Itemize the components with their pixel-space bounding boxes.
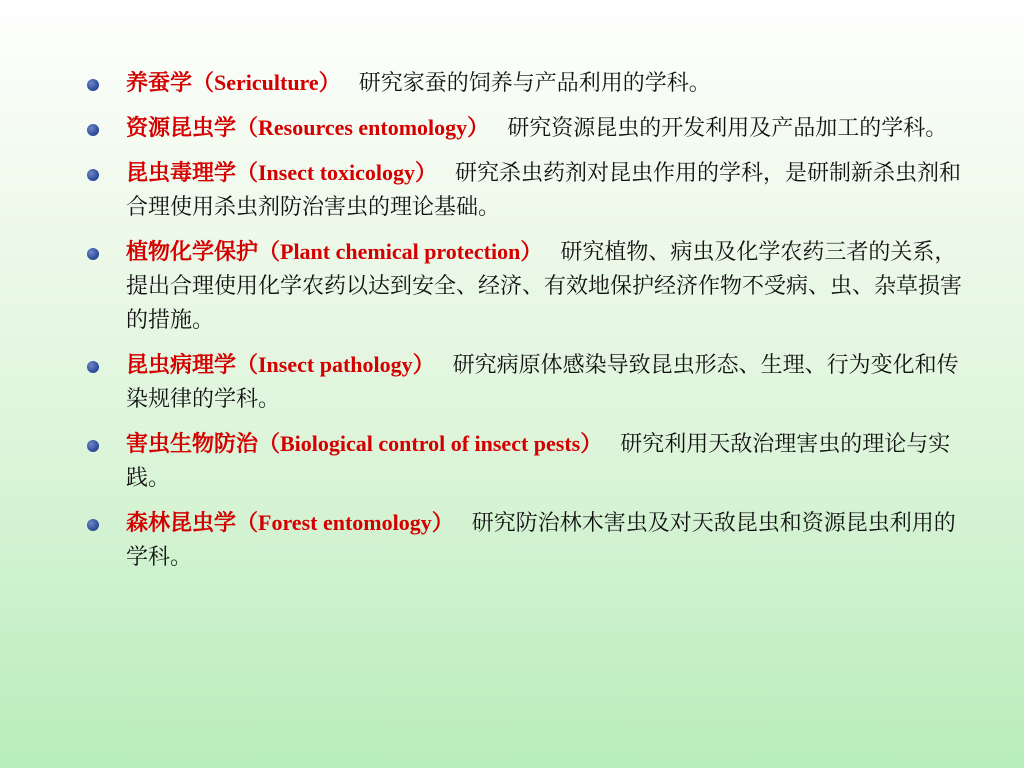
item-description: 研究利用天敌治理害虫的理论与实践。 (126, 432, 951, 491)
item-title: 昆虫病理学（Insect pathology） (126, 352, 435, 377)
item-description: 研究病原体感染导致昆虫形态、生理、行为变化和传染规律的学科。 (126, 353, 959, 412)
item-title: 森林昆虫学（Forest entomology） (126, 510, 454, 535)
list-item (86, 506, 966, 575)
item-title: 植物化学保护（Plant chemical protection） (126, 239, 543, 264)
item-description: 研究资源昆虫的开发利用及产品加工的学科。 (507, 116, 948, 141)
bullet-icon (87, 519, 99, 531)
list-item (86, 66, 966, 101)
item-title: 害虫生物防治（Biological control of insect pests） (126, 431, 603, 456)
item-title: 昆虫毒理学（Insect toxicology） (126, 160, 438, 185)
bullet-icon (87, 169, 99, 181)
item-description: 研究杀虫药剂对昆虫作用的学科，是研制新杀虫剂和合理使用杀虫剂防治害虫的理论基础。 (126, 161, 962, 220)
bullet-icon (87, 361, 99, 373)
list-item (86, 111, 966, 146)
bullet-icon (87, 440, 99, 452)
list-item (86, 235, 966, 338)
item-description: 研究防治林木害虫及对天敌昆虫和资源昆虫利用的学科。 (126, 511, 956, 570)
item-title: 资源昆虫学（Resources entomology） (126, 115, 490, 140)
item-description: 研究植物、病虫及化学农药三者的关系，提出合理使用化学农药以达到安全、经济、有效地保护经济作物不受病、虫、杂草损害的措施。 (126, 240, 963, 333)
list-item (86, 348, 966, 417)
list-item (86, 156, 966, 225)
bullet-icon (87, 124, 99, 136)
slide-content (86, 66, 966, 585)
item-title: 养蚕学（Sericulture） (126, 70, 341, 95)
list-item (86, 427, 966, 496)
item-description: 研究家蚕的饲养与产品利用的学科。 (358, 71, 711, 96)
bullet-icon (87, 248, 99, 260)
bullet-icon (87, 79, 99, 91)
